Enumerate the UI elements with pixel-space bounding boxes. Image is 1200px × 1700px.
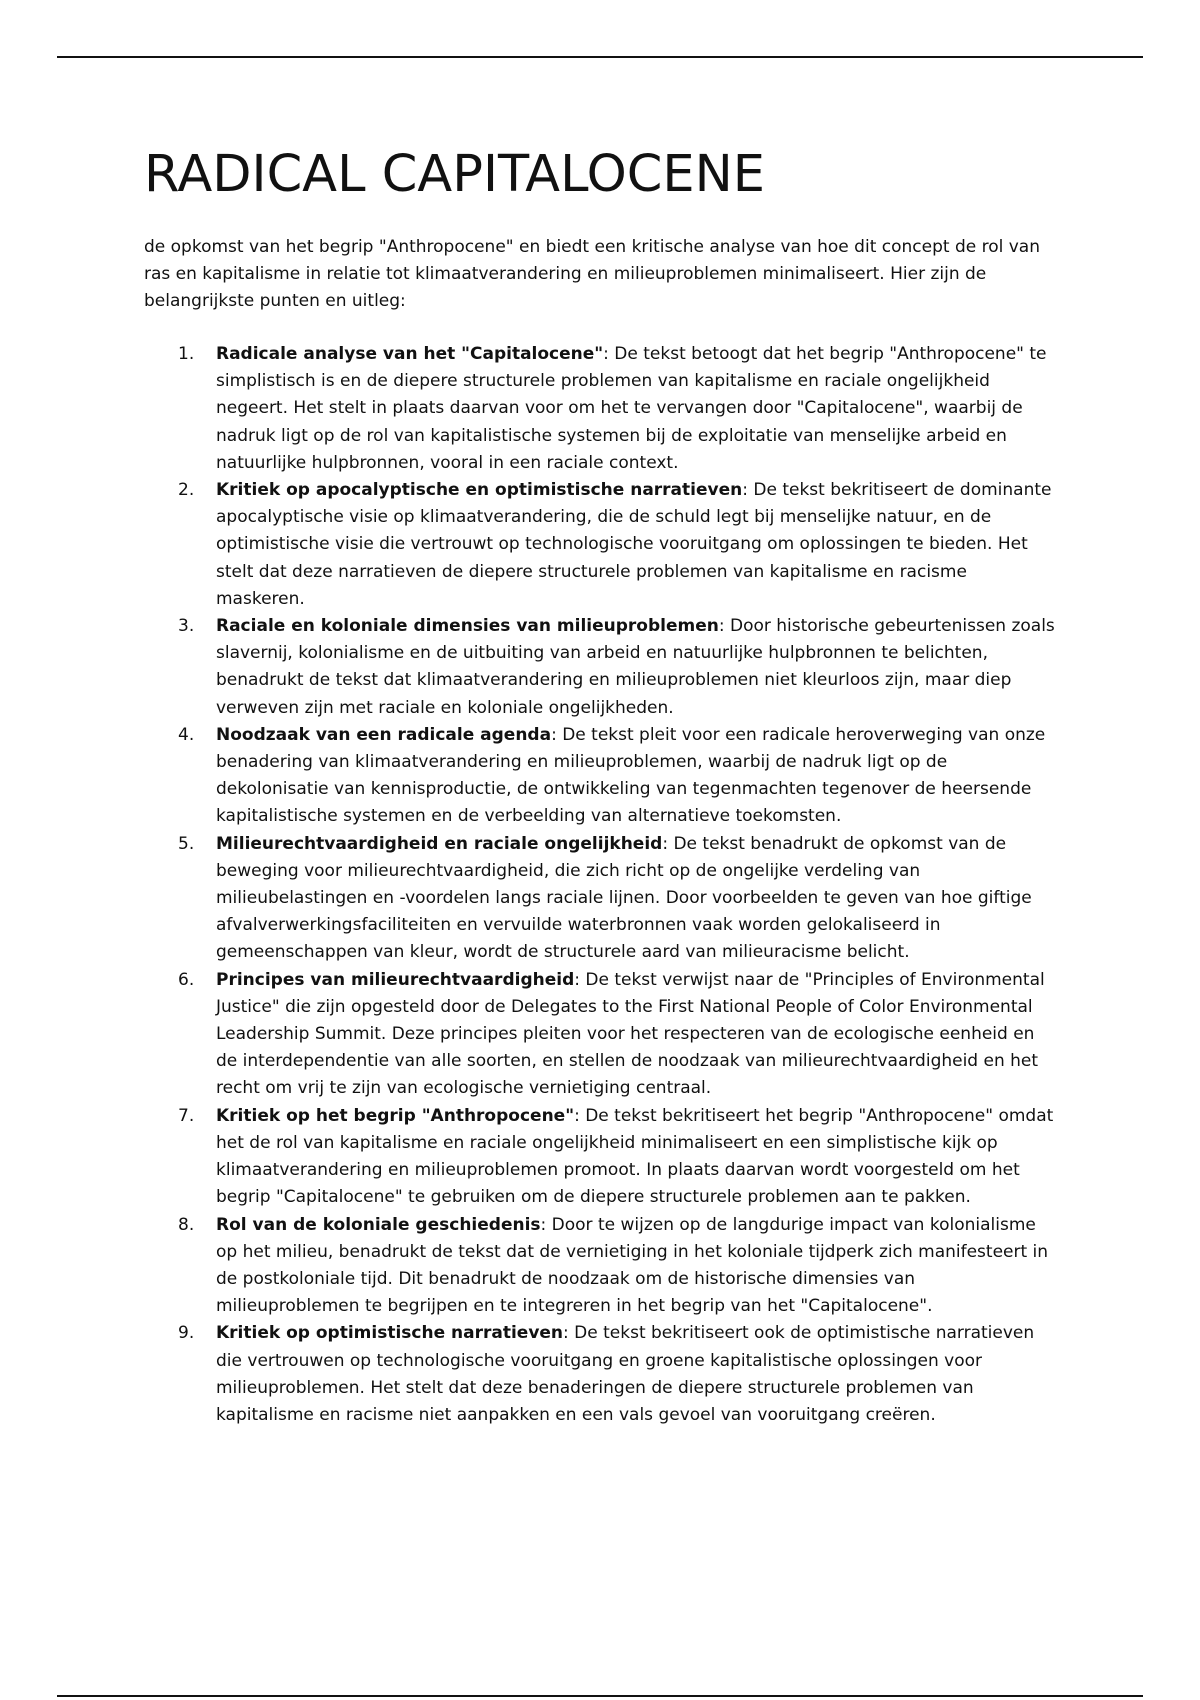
list-item [144,831,1059,967]
list-item-term: Kritiek op optimistische narratieven [216,1323,564,1344]
list-item-term: Kritiek op apocalyptische en optimistische narratieven [216,480,743,501]
list-item-number: 6. [178,969,195,990]
list-item [144,722,1059,831]
list-item-text: : Door historische gebeurtenissen zoals slavernij, kolonialisme en de uitbuiting van arbeid en natuurlijke hulpbronnen te belichten, benadrukt de tekst dat klimaatverandering en milieuproblemen niet kleurloos zijn, maar diep verweven zijn met raciale en koloniale ongelijkheden. [216,616,1055,718]
list-item [144,341,1059,477]
list-item-number: 5. [178,833,195,854]
document-title: RADICAL CAPITALOCENE [144,145,766,204]
list-item-number: 2. [178,480,195,501]
list-item-text: : De tekst benadrukt de opkomst van de beweging voor milieurechtvaardigheid, die zich richt op de ongelijke verdeling van milieubelastingen en -voordelen langs raciale lijnen. Door voorbeelden te geven van hoe giftige afvalverwerkingsfaciliteiten en vervuilde waterbronnen vaak worden gelokaliseerd in gemeenschappen van kleur, wordt de structurele aard van milieuracisme belicht. [216,833,1032,963]
list-item-term: Noodzaak van een radicale agenda [216,724,552,745]
list-item-term: Raciale en koloniale dimensies van milieuproblemen [216,616,719,637]
list-item-term: Principes van milieurechtvaardigheid [216,969,575,990]
list-item-text: : De tekst pleit voor een radicale heroverweging van onze benadering van klimaatverandering en milieuproblemen, waarbij de nadruk ligt op de dekolonisatie van kennisproductie, de ontwikkeling van tegenmachten tegenover de heersende kapitalistische systemen en de verbeelding van alternatieve toekomsten. [216,724,1046,827]
bottom-rule [57,1695,1143,1697]
intro-paragraph: de opkomst van het begrip "Anthropocene" en biedt een kritische analyse van hoe dit concept de rol van ras en kapitalisme in relatie tot klimaatverandering en milieuproblemen minimaliseert. Hier zijn de belangrijkste punten en uitleg: [144,237,1040,311]
list-item-number: 9. [178,1323,195,1344]
list-item-term: Milieurechtvaardigheid en raciale ongelijkheid [216,833,663,854]
list-item-number: 7. [178,1105,195,1126]
list-item-number: 4. [178,724,195,745]
list-item [144,967,1059,1103]
list-item-text: : De tekst bekritiseert ook de optimistische narratieven die vertrouwen op technologische vooruitgang en groene kapitalistische oplossingen voor milieuproblemen. Het stelt dat deze benaderingen de diepere structurele problemen van kapitalisme en racisme niet aanpakken en een vals gevoel van vooruitgang creëren. [216,1323,1035,1425]
list-item-term: Kritiek op het begrip "Anthropocene" [216,1105,575,1126]
list-item-text: : Door te wijzen op de langdurige impact van kolonialisme op het milieu, benadrukt de tekst dat de vernietiging in het koloniale tijdperk zich manifesteert in de postkoloniale tijd. Dit benadrukt de noodzaak om de historische dimensies van milieuproblemen te begrijpen en te integreren in het begrip van het "Capitalocene". [216,1214,1049,1317]
document-page [144,138,1059,1429]
list-item [144,1320,1059,1429]
list-item [144,1103,1059,1212]
list-item-text: : De tekst betoogt dat het begrip "Anthropocene" te simplistisch is en de diepere structurele problemen van kapitalisme en raciale ongelijkheid negeert. Het stelt in plaats daarvan voor om het te vervangen door "Capitalocene", waarbij de nadruk ligt op de rol van kapitalistische systemen bij de exploitatie van menselijke arbeid en natuurlijke hulpbronnen, vooral in een raciale context. [216,344,1047,473]
list-item-text: : De tekst bekritiseert het begrip "Anthropocene" omdat het de rol van kapitalisme en raciale ongelijkheid minimaliseert en een simplistische kijk op klimaatverandering en milieuproblemen promoot. In plaats daarvan wordt voorgesteld om het begrip "Capitalocene" te gebruiken om de diepere structurele problemen aan te pakken. [216,1105,1054,1208]
list-item-number: 1. [178,344,195,364]
list-item [144,613,1059,722]
list-item-number: 3. [178,616,195,637]
list-item [144,1212,1059,1321]
list-item-term: Radicale analyse van het "Capitalocene" [216,344,604,364]
list-item-term: Rol van de koloniale geschiedenis [216,1214,541,1235]
list-item-number: 8. [178,1214,195,1235]
top-rule [57,56,1143,58]
key-points-list [144,341,1059,1429]
list-item-text: : De tekst bekritiseert de dominante apocalyptische visie op klimaatverandering, die de schuld legt bij menselijke natuur, en de optimistische visie die vertrouwt op technologische vooruitgang om oplossingen te bieden. Het stelt dat deze narratieven de diepere structurele problemen van kapitalisme en racisme maskeren. [216,480,1052,609]
list-item-text: : De tekst verwijst naar de "Principles of Environmental Justice" die zijn opgesteld door de Delegates to the First National People of Color Environmental Leadership Summit. Deze principes pleiten voor het respecteren van de ecologische eenheid en de interdependentie van alle soorten, en stellen de noodzaak van milieurechtvaardigheid en het recht om vrij te zijn van ecologische vernietiging centraal. [216,969,1045,1099]
list-item [144,477,1059,613]
